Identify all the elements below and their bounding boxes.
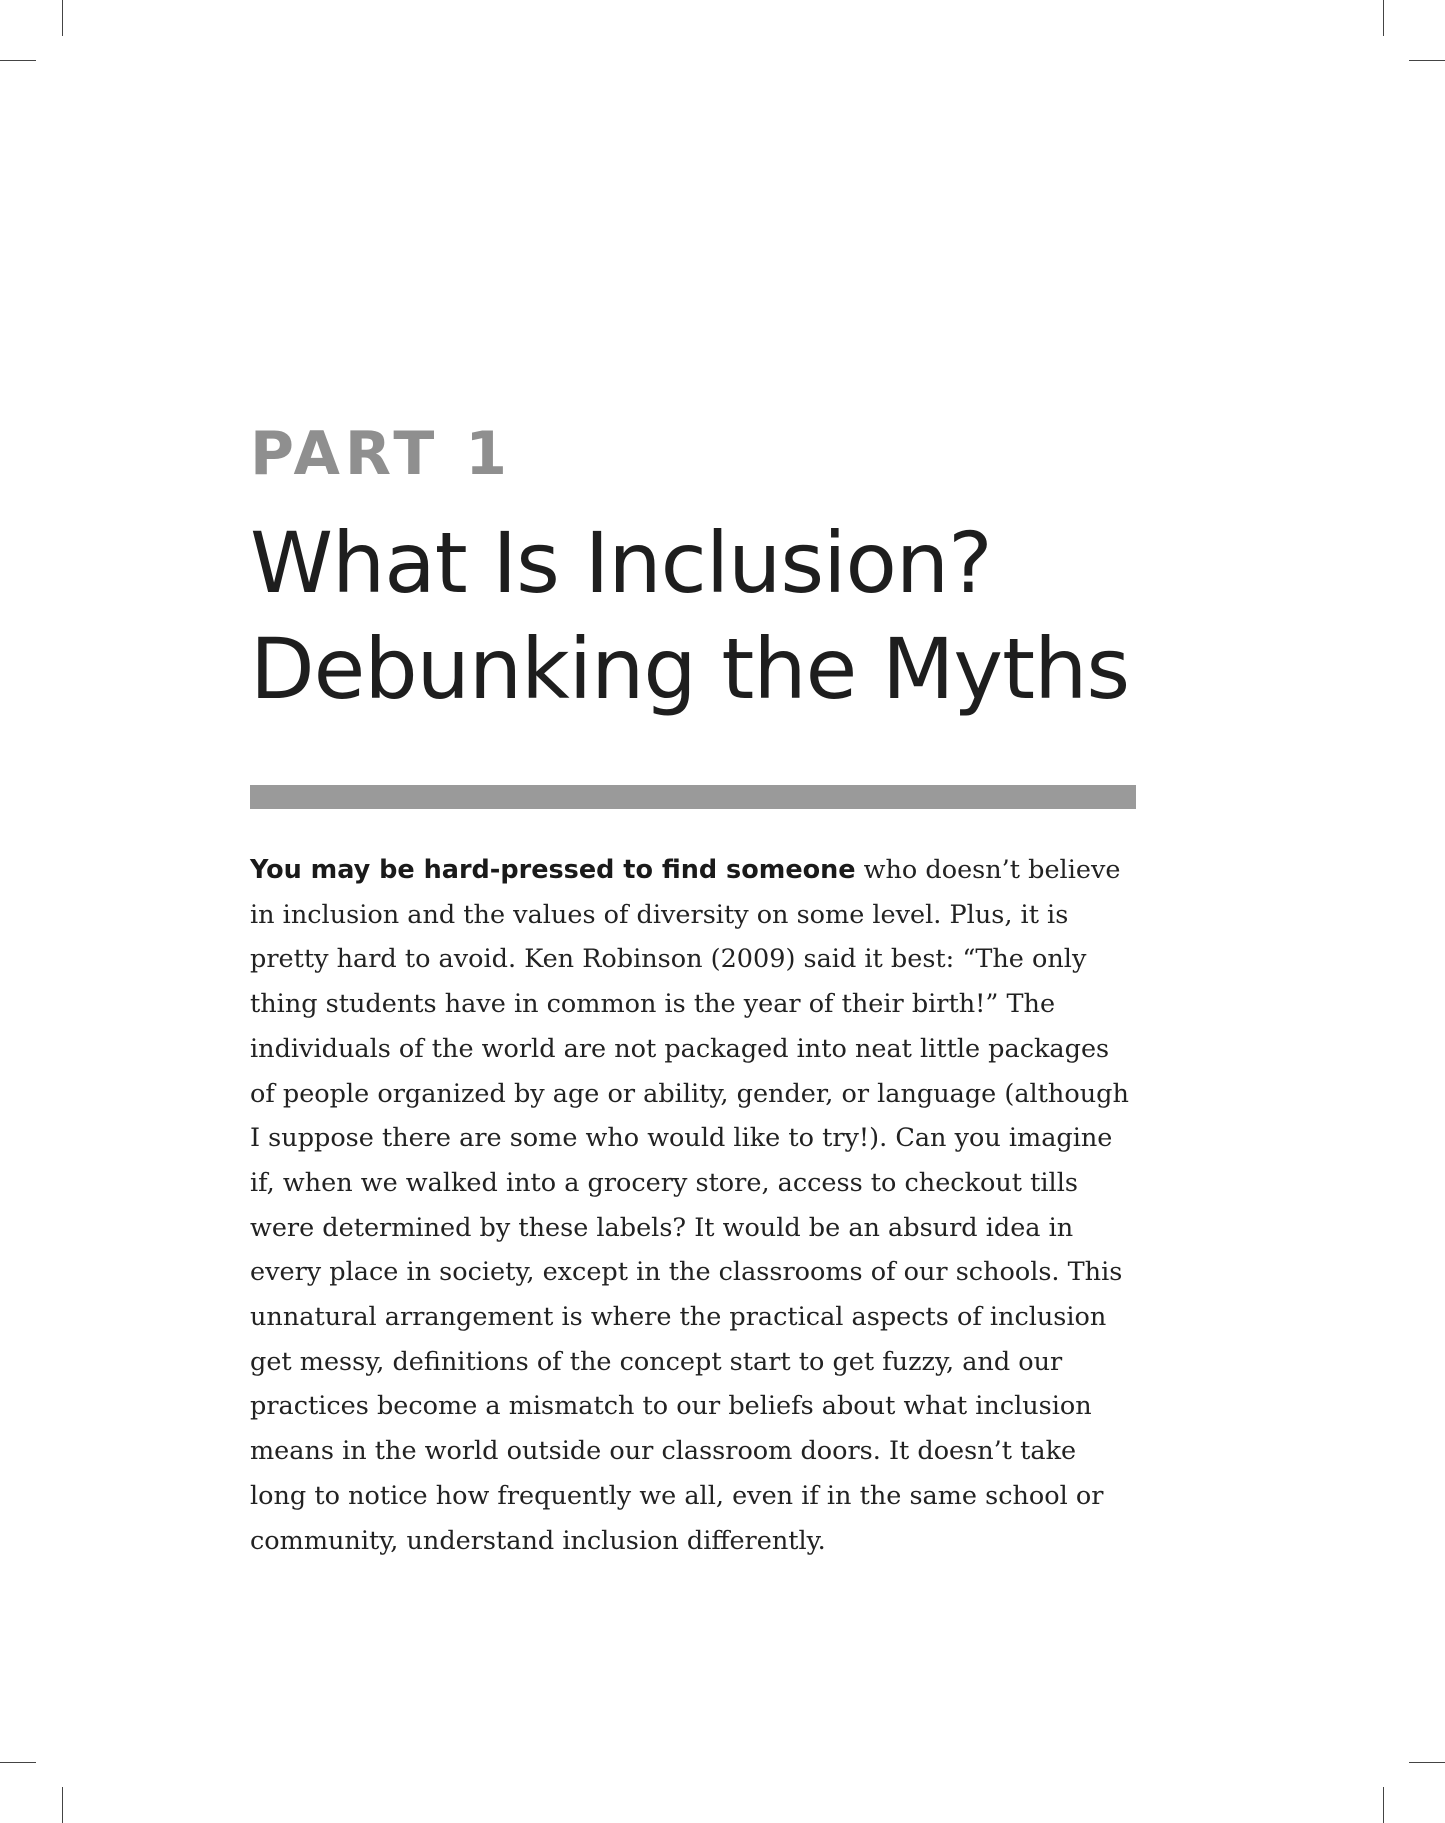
paragraph-line: thing students have in common is the year of their birth!” The [250,989,1056,1020]
body-paragraph [250,848,1150,1563]
paragraph-line: pretty hard to avoid. Ken Robinson (2009) said it best: “The only [250,944,1087,975]
paragraph-first-line [250,848,1150,893]
paragraph-line: in inclusion and the values of diversity on some level. Plus, it is [250,899,1069,930]
crop-mark-bottom-right [1409,1762,1445,1763]
paragraph-line: individuals of the world are not packaged into neat little packages [250,1033,1110,1064]
part-title-line: What Is Inclusion? [250,514,992,612]
paragraph-line: every place in society, except in the classrooms of our schools. This [250,1257,1123,1288]
crop-mark-bottom-left [0,1762,36,1763]
part-title-line: Debunking the Myths [250,620,1130,718]
paragraph-line: I suppose there are some who would like to try!). Can you imagine [250,1123,1113,1154]
crop-mark-top-right [1383,0,1384,36]
crop-mark-bottom-left [62,1787,63,1823]
paragraph-line: if, when we walked into a grocery store, access to checkout tills [250,1167,1078,1198]
crop-mark-top-left [62,0,63,36]
paragraph-line: of people organized by age or ability, gender, or language (although [250,1078,1129,1109]
section-rule-bar [250,785,1136,809]
paragraph-line: were determined by these labels? It would be an absurd idea in [250,1212,1074,1243]
paragraph-line: get messy, definitions of the concept start to get fuzzy, and our [250,1346,1063,1377]
lead-in-text: You may be hard-pressed to find someone [250,855,856,885]
paragraph-line: unnatural arrangement is where the practical aspects of inclusion [250,1302,1107,1333]
crop-mark-top-left [0,60,36,61]
crop-mark-bottom-right [1383,1787,1384,1823]
paragraph-line: practices become a mismatch to our beliefs about what inclusion [250,1391,1092,1422]
paragraph-line: means in the world outside our classroom doors. It doesn’t take [250,1436,1077,1467]
crop-mark-top-right [1409,60,1445,61]
part-title [250,510,1250,722]
paragraph-line: long to notice how frequently we all, even if in the same school or [250,1480,1104,1511]
part-label: PART 1 [250,419,512,489]
lead-rest-text: who doesn’t believe [855,855,1121,885]
paragraph-line: community, understand inclusion differently. [250,1525,826,1556]
